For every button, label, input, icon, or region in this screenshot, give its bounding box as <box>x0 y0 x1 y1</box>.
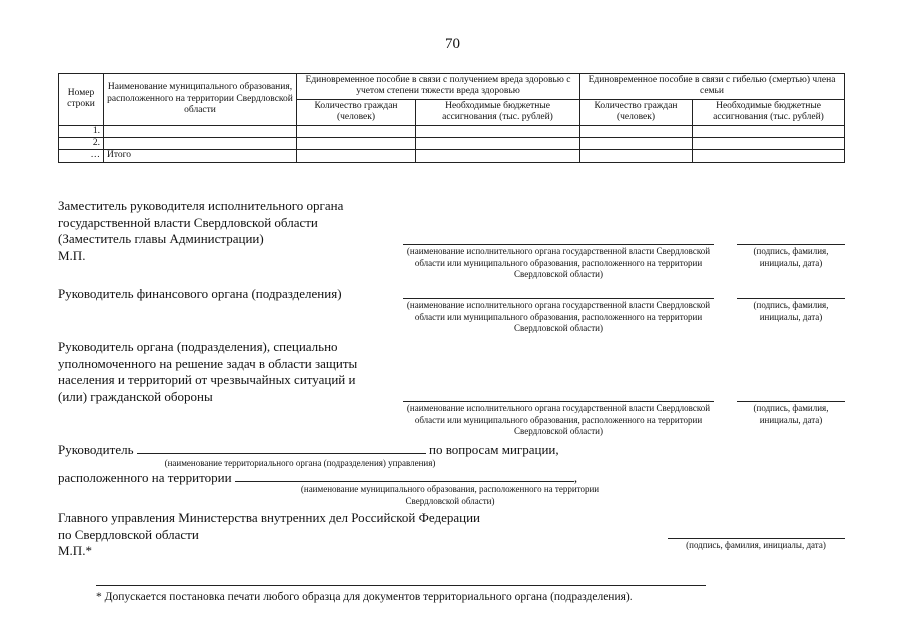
row-number: … <box>59 150 104 162</box>
org-name-line <box>403 244 714 245</box>
table-row <box>59 137 845 149</box>
org-name-caption: (наименование исполнительного органа государственной власти Свердловской области или муниципального образования, расположенного на территории Свердловской области) <box>406 403 711 436</box>
col-group-health: Единовременное пособие в связи с получением вреда здоровью с учетом степени тяжести вреда здоровью <box>297 74 580 100</box>
page-number: 70 <box>445 36 460 52</box>
ministry-lines: Главного управления Министерства внутренних дел Российской Федерации по Свердловской области М.П.* <box>58 510 480 558</box>
row-name <box>104 125 297 137</box>
col-header-number: Номер строки <box>59 74 104 126</box>
col-header-budget-health: Необходимые бюджетные ассигнования (тыс. рублей) <box>416 99 580 125</box>
org-name-caption: (наименование исполнительного органа государственной власти Свердловской области или муниципального образования, расположенного на территории Свердловской области) <box>406 246 711 279</box>
signer-deputy-head: Заместитель руководителя исполнительного органа государственной власти Свердловской области (Заместитель главы Администрации) М.П. <box>58 198 344 263</box>
signer-finance-head: Руководитель финансового органа (подразделения) <box>58 286 342 301</box>
footnote-separator <box>96 585 706 586</box>
signature-line <box>737 298 845 299</box>
territory-blank <box>235 469 574 482</box>
signature-line <box>737 401 845 402</box>
signature-caption: (подпись, фамилия, инициалы, дата) <box>753 403 829 425</box>
signature-line <box>737 244 845 245</box>
migration-org-blank <box>137 441 426 454</box>
signature-caption: (подпись, фамилия, инициалы, дата) <box>753 300 829 322</box>
col-header-citizens-death: Количество граждан (человек) <box>580 99 693 125</box>
col-header-citizens-health: Количество граждан (человек) <box>297 99 416 125</box>
row-name <box>104 137 297 149</box>
row-name: Итого <box>104 150 297 162</box>
org-name-line <box>403 401 714 402</box>
table-row <box>59 125 845 137</box>
migration-org-caption: (наименование территориального органа (подразделения) управления) <box>164 458 436 468</box>
territory-line: расположенного на территории , <box>58 470 578 485</box>
col-group-death: Единовременное пособие в связи с гибелью (смертью) члена семьи <box>580 74 845 100</box>
signature-caption: (подпись, фамилия, инициалы, дата) <box>686 540 826 550</box>
migration-head-line: Руководитель по вопросам миграции, <box>58 442 559 457</box>
signature-line <box>668 538 845 539</box>
org-name-caption: (наименование исполнительного органа государственной власти Свердловской области или муниципального образования, расположенного на территории Свердловской области) <box>406 300 711 333</box>
footnote: * Допускается постановка печати любого образца для документов территориального органа (подразделения). <box>96 591 633 603</box>
row-number: 1. <box>59 125 104 137</box>
row-number: 2. <box>59 137 104 149</box>
table-row <box>59 150 845 162</box>
signer-emergency-head: Руководитель органа (подразделения), специально уполномоченного на решение задач в области защиты населения и территорий от чрезвычайных ситуаций и (или) гражданской обороны <box>58 339 358 404</box>
signature-caption: (подпись, фамилия, инициалы, дата) <box>753 246 829 268</box>
report-table <box>58 73 845 163</box>
org-name-line <box>403 298 714 299</box>
col-header-budget-death: Необходимые бюджетные ассигнования (тыс. рублей) <box>693 99 845 125</box>
col-header-municipality: Наименование муниципального образования, расположенного на территории Свердловской области <box>104 74 297 126</box>
territory-caption: (наименование муниципального образования, расположенного на территории Свердловской области) <box>300 484 600 506</box>
